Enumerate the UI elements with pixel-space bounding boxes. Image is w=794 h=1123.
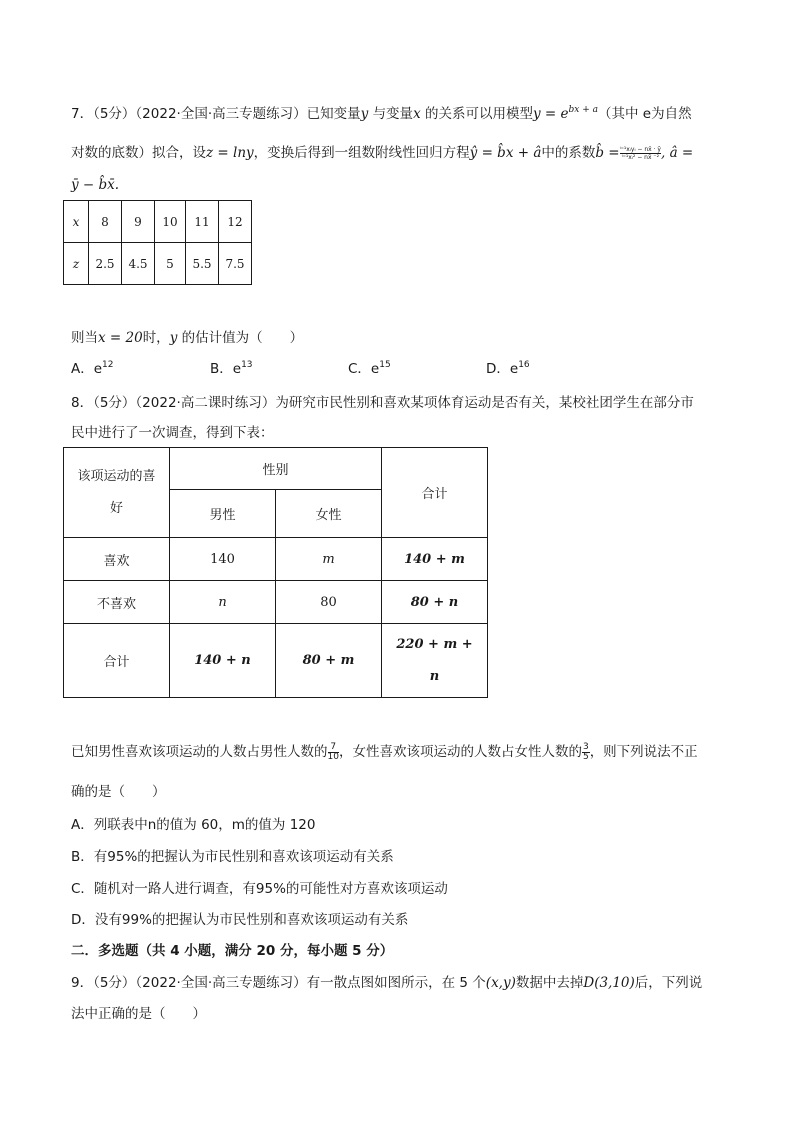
q7-option-b[interactable]: B．$e^{13}$ [210, 360, 253, 377]
z-cell: 4.5 [122, 243, 155, 285]
female-header: 女性 [276, 490, 382, 538]
cell-like-total: 140 + m [382, 538, 488, 581]
gender-header: 性别 [170, 448, 382, 490]
q7-question: 则当x = 20时，y 的估计值为（ ） [71, 330, 304, 346]
q7-line3: ȳ − b̂x̄. [71, 177, 120, 193]
cell-like-female: m [276, 538, 382, 581]
q8-line2: 民中进行了一次调查，得到下表： [71, 425, 274, 441]
row-label-dislike: 不喜欢 [64, 581, 170, 624]
cell-dislike-female: 80 [276, 581, 382, 624]
cell-like-male: 140 [170, 538, 276, 581]
q7-line1: 7．（5分）（2022·全国·高三专题练习）已知变量y 与变量x 的关系可以用模型$y = e^{bx + a}$（其中 e为自然 [71, 105, 692, 122]
q8-option-a[interactable]: A．列联表中n的值为 60，m的值为 120 [71, 817, 316, 833]
q7-option-a[interactable]: A．$e^{12}$ [71, 360, 114, 377]
z-header: z [64, 243, 89, 285]
z-cell: 7.5 [219, 243, 252, 285]
z-cell: 5.5 [186, 243, 219, 285]
cell-dislike-total: 80 + n [382, 581, 488, 624]
q9-line1: 9．（5分）（2022·全国·高三专题练习）有一散点图如图所示，在 5 个(x,y)数据中去掉D(3,10)后，下列说 [71, 975, 703, 991]
cell-total-female: 80 + m [276, 624, 382, 698]
q8-condition-line1: 已知男性喜欢该项运动的人数占男性人数的 $\frac{7}{10}$ ，女性喜欢该项运动的人数占女性人数的 $\frac{3}{5}$ ，则下列说法不正 [71, 741, 698, 762]
q7-line2: 对数的底数）拟合，设z = lny，变换后得到一组数附线性回归方程ŷ = b̂x + â中的系数b̂ = $\frac{\text{ⁱ⁼¹xᵢyᵢ − nx̄ · ȳ}}{\text{ⁱ⁼¹xᵢ² − nx̄ ⁻²}}$, â = [71, 145, 694, 161]
row-label-like: 喜欢 [64, 538, 170, 581]
q8-line1: 8．（5分）（2022·高二课时练习）为研究市民性别和喜欢某项体育运动是否有关，某校社团学生在部分市 [71, 395, 694, 411]
x-header: x [64, 201, 89, 243]
x-cell: 12 [219, 201, 252, 243]
cell-total-male: 140 + n [170, 624, 276, 698]
q8-condition-line2: 确的是（ ） [71, 784, 166, 800]
z-cell: 5 [155, 243, 186, 285]
male-header: 男性 [170, 490, 276, 538]
x-cell: 9 [122, 201, 155, 243]
section-heading-multiple-choice: 二．多选题（共 4 小题，满分 20 分，每小题 5 分） [71, 943, 394, 959]
fraction-3-5: $\frac{3}{5}$ [582, 741, 589, 762]
xz-data-table [63, 200, 252, 285]
contingency-table [63, 447, 488, 698]
x-cell: 8 [89, 201, 122, 243]
cell-grand-total: 220 + m + n [382, 624, 488, 698]
b-hat-fraction: $\frac{\text{ⁱ⁼¹xᵢyᵢ − nx̄ · ȳ}}{\text{ⁱ⁼¹xᵢ² − nx̄ ⁻²}}$ [619, 145, 661, 161]
corner-header: 该项运动的喜 好 [64, 448, 170, 538]
x-cell: 10 [155, 201, 186, 243]
q8-option-c[interactable]: C．随机对一路人进行调查，有95%的可能性对方喜欢该项运动 [71, 881, 448, 897]
q9-line2: 法中正确的是（ ） [71, 1006, 206, 1022]
q8-option-b[interactable]: B．有95%的把握认为市民性别和喜欢该项运动有关系 [71, 849, 394, 865]
total-header: 合计 [382, 448, 488, 538]
q7-option-c[interactable]: C．$e^{15}$ [348, 360, 391, 377]
row-label-total: 合计 [64, 624, 170, 698]
q7-option-d[interactable]: D．$e^{16}$ [486, 360, 530, 377]
cell-dislike-male: n [170, 581, 276, 624]
fraction-7-10: $\frac{7}{10}$ [327, 741, 339, 762]
x-cell: 11 [186, 201, 219, 243]
model-formula: $y = e^{bx + a}$ [532, 105, 598, 122]
q8-option-d[interactable]: D．没有99%的把握认为市民性别和喜欢该项运动有关系 [71, 912, 409, 928]
z-cell: 2.5 [89, 243, 122, 285]
